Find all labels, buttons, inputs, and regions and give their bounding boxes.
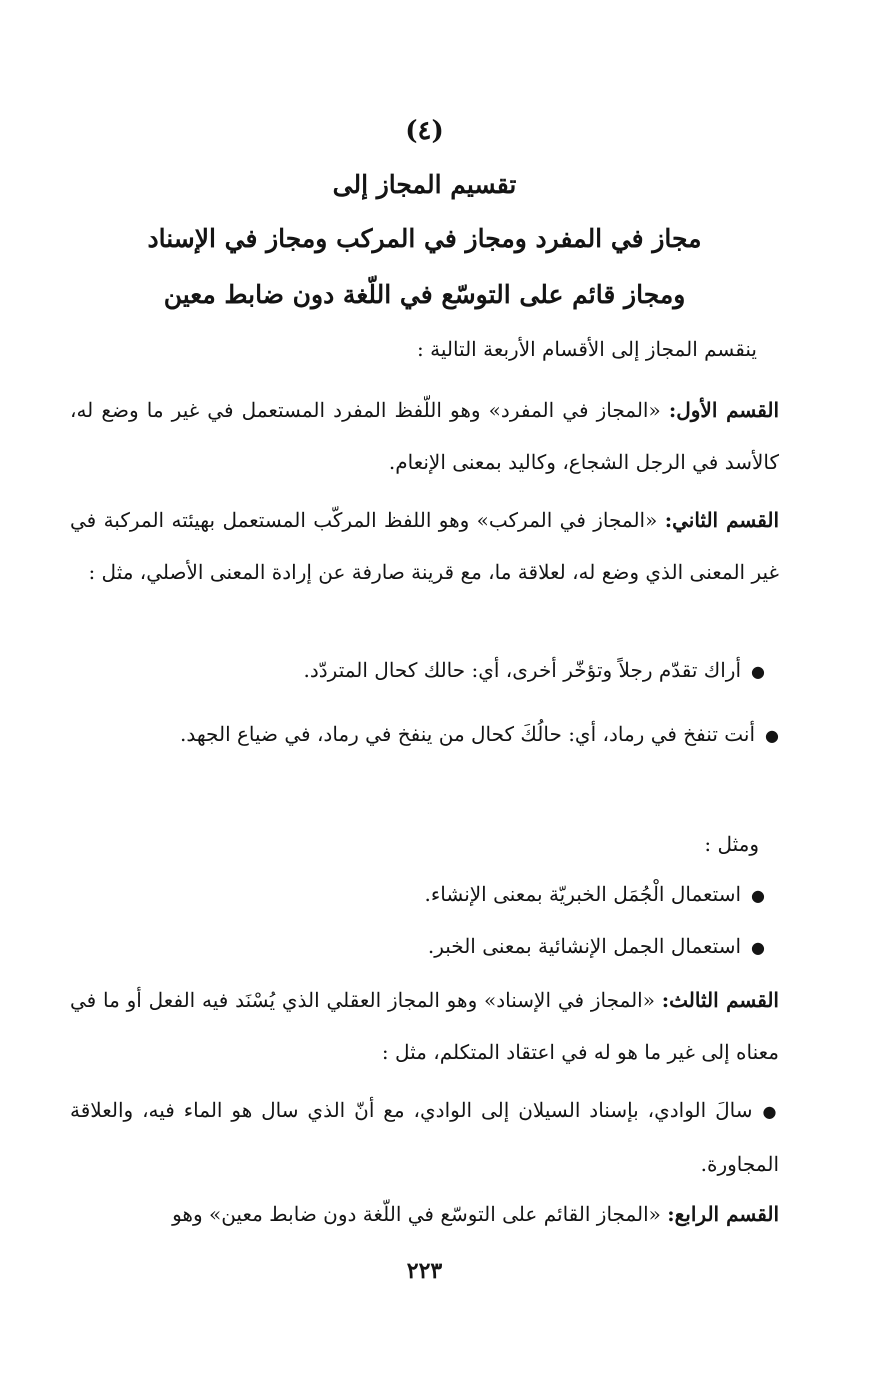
section-2-paragraph (70, 494, 779, 598)
book-page (70, 108, 779, 1318)
page-number: ٢٢٣ (406, 1258, 443, 1284)
section-1-heading: القسم الأول: (668, 398, 780, 422)
section-3-heading: القسم الثالث: (661, 988, 779, 1012)
section-3-paragraph (70, 974, 779, 1078)
example-4-bullet (70, 920, 765, 974)
chapter-title-line-1: تقسيم المجاز إلى (332, 170, 517, 199)
bullet-icon: ● (765, 726, 779, 745)
bullet-icon: ● (762, 1102, 779, 1121)
example-3-bullet (70, 868, 765, 922)
intro-paragraph: ينقسم المجاز إلى الأقسام الأربعة التالية : (417, 337, 757, 361)
section-2-body: «المجاز في المركب» وهو اللفظ المركّب المستعمل بهيئته المركبة في غير المعنى الذي وضع له، لعلاقة ما، مع قرينة صارفة عن إرادة المعنى الأصلي، مثل : (70, 508, 779, 584)
section-number: (٤) (405, 116, 444, 146)
bullet-icon: ● (751, 662, 765, 681)
example-2-bullet (70, 708, 779, 762)
bullet-icon: ● (751, 938, 765, 957)
example-4-text: استعمال الجمل الإنشائية بمعنى الخبر. (427, 934, 742, 958)
section-1-paragraph (70, 384, 779, 488)
section-1-body: «المجاز في المفرد» وهو اللّفظ المفرد المستعمل في غير ما وضع له، كالأسد في الرجل الشجاع، وكاليد بمعنى الإنعام. (70, 398, 779, 474)
mithl-label: ومثل : (704, 832, 759, 856)
example-1-bullet (70, 644, 765, 698)
example-3-text: استعمال الْجُمَل الخبريّة بمعنى الإنشاء. (424, 882, 742, 906)
section-2-heading: القسم الثاني: (664, 508, 780, 532)
example-1-text: أراك تقدّم رجلاً وتؤخّر أخرى، أي: حالك كحال المتردّد. (303, 658, 742, 682)
section-4-body: «المجاز القائم على التوسّع في اللّغة دون ضابط معين» وهو (172, 1202, 668, 1226)
section-4-heading: القسم الرابع: (667, 1202, 779, 1226)
example-2-text: أنت تنفخ في رماد، أي: حالُكَ كحال من ينفخ في رماد، في ضياع الجهد. (179, 722, 756, 746)
chapter-title-line-3: ومجاز قائم على التوسّع في اللّغة دون ضابط معين (163, 280, 686, 309)
section-4-paragraph (70, 1188, 779, 1240)
example-5-bullet (70, 1084, 779, 1190)
example-5-text: سالَ الوادي، بإسناد السيلان إلى الوادي، مع أنّ الذي سال هو الماء فيه، والعلاقة المجاورة. (70, 1098, 779, 1176)
chapter-title-line-2: مجاز في المفرد ومجاز في المركب ومجاز في الإسناد (147, 224, 702, 253)
section-3-body: «المجاز في الإسناد» وهو المجاز العقلي الذي يُسْنَد فيه الفعل أو ما في معناه إلى غير ما هو له في اعتقاد المتكلم، مثل : (70, 988, 779, 1064)
bullet-icon: ● (751, 886, 765, 905)
